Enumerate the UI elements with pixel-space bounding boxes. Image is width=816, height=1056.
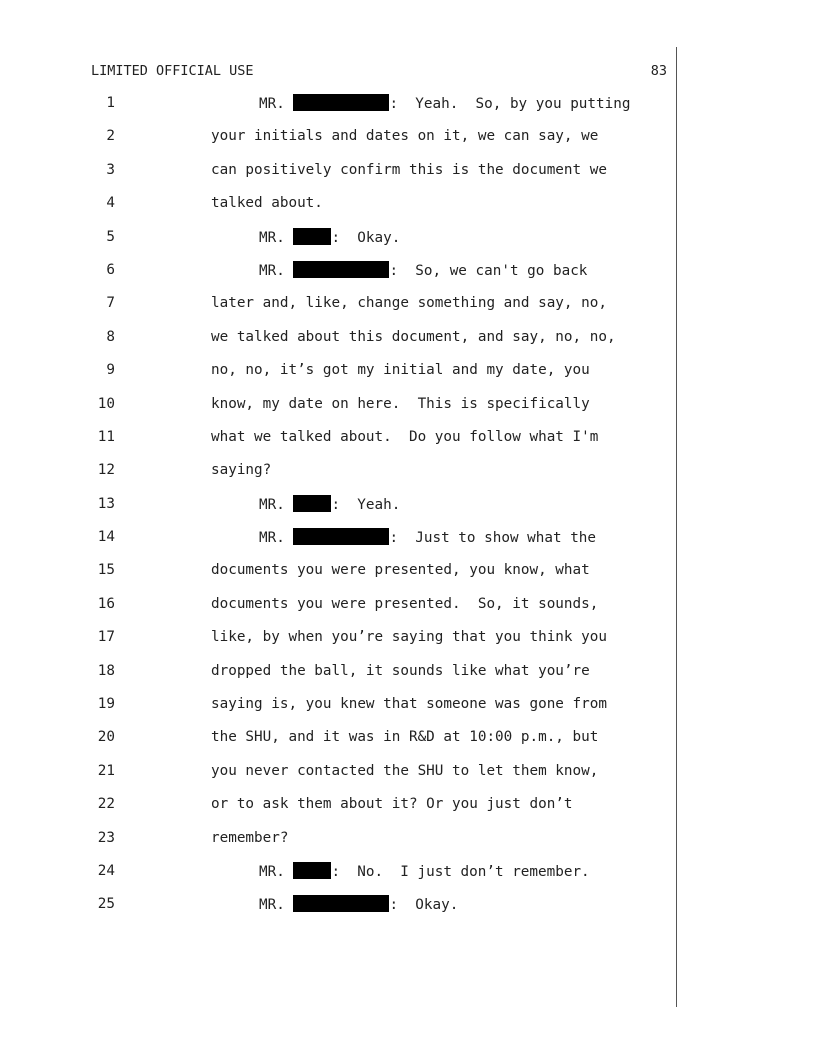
line-text: your initials and dates on it, we can say, we (211, 128, 599, 145)
speaker-prefix: MR. (259, 496, 294, 513)
line-number: 22 (97, 796, 115, 813)
line-text: talked about. (211, 195, 323, 212)
line-text: documents you were presented, you know, what (211, 562, 590, 579)
line-number: 3 (106, 161, 115, 178)
line-number: 18 (97, 662, 115, 679)
redaction-box (293, 94, 389, 111)
line-number: 8 (106, 328, 115, 345)
right-margin-rule (676, 47, 677, 1007)
line-number: 24 (97, 862, 115, 879)
speech-text: : Okay. (389, 897, 459, 914)
transcript-line (0, 495, 676, 528)
redaction-box (293, 228, 331, 245)
transcript-line (0, 595, 676, 628)
transcript-line (0, 395, 676, 428)
line-text: we talked about this document, and say, no, no, (211, 328, 616, 345)
line-text: saying? (211, 462, 272, 479)
speaker-line (259, 895, 458, 914)
transcript-line (0, 194, 676, 227)
transcript-line (0, 461, 676, 494)
line-number: 7 (106, 295, 115, 312)
speaker-prefix: MR. (259, 229, 294, 246)
classification-marking: LIMITED OFFICIAL USE (91, 63, 254, 79)
page-header (91, 62, 667, 80)
transcript-line (0, 361, 676, 394)
line-text: no, no, it’s got my initial and my date, you (211, 362, 590, 379)
line-text: what we talked about. Do you follow what I'm (211, 428, 599, 445)
line-number: 4 (106, 195, 115, 212)
transcript-body (0, 94, 676, 929)
redaction-box (293, 528, 389, 545)
line-number: 12 (97, 462, 115, 479)
transcript-line (0, 728, 676, 761)
speech-text: : Yeah. (331, 496, 401, 513)
redaction-box (293, 895, 389, 912)
line-number: 23 (97, 829, 115, 846)
speech-text: : So, we can't go back (389, 262, 588, 279)
line-text: dropped the ball, it sounds like what you’re (211, 662, 590, 679)
line-text: or to ask them about it? Or you just don’t (211, 796, 573, 813)
line-number: 16 (97, 595, 115, 612)
redaction-box (293, 261, 389, 278)
speaker-line (259, 862, 590, 881)
speaker-prefix: MR. (259, 96, 294, 112)
line-number: 19 (97, 696, 115, 713)
line-number: 15 (97, 562, 115, 579)
line-number: 5 (106, 228, 115, 245)
line-number: 6 (106, 261, 115, 278)
line-number: 2 (106, 128, 115, 145)
line-text: remember? (211, 829, 289, 846)
line-number: 9 (106, 362, 115, 379)
line-text: the SHU, and it was in R&D at 10:00 p.m., but (211, 729, 599, 746)
redaction-box (293, 495, 331, 512)
transcript-line (0, 795, 676, 828)
transcript-line (0, 862, 676, 895)
line-text: know, my date on here. This is specifically (211, 395, 590, 412)
transcript-line (0, 328, 676, 361)
speech-text: : No. I just don’t remember. (331, 863, 590, 880)
line-number: 13 (97, 495, 115, 512)
transcript-line (0, 294, 676, 327)
transcript-line (0, 695, 676, 728)
transcript-line (0, 94, 676, 127)
transcript-line (0, 628, 676, 661)
line-number: 14 (97, 529, 115, 546)
line-text: later and, like, change something and say, no, (211, 295, 607, 312)
speaker-line (259, 528, 596, 547)
transcript-line (0, 161, 676, 194)
line-number: 21 (97, 762, 115, 779)
transcript-line (0, 228, 676, 261)
line-number: 1 (106, 95, 115, 111)
transcript-line (0, 127, 676, 160)
transcript-line (0, 261, 676, 294)
speech-text: : Just to show what the (389, 530, 597, 547)
speech-text: : Yeah. So, by you putting (389, 96, 631, 112)
speaker-prefix: MR. (259, 863, 294, 880)
line-text: documents you were presented. So, it sounds, (211, 595, 599, 612)
speaker-prefix: MR. (259, 897, 294, 914)
transcript-line (0, 561, 676, 594)
speech-text: : Okay. (331, 229, 401, 246)
page-number: 83 (650, 63, 667, 79)
speaker-line (259, 228, 400, 247)
line-text: you never contacted the SHU to let them know, (211, 762, 599, 779)
line-text: can positively confirm this is the document we (211, 161, 607, 178)
transcript-line (0, 762, 676, 795)
line-number: 10 (97, 395, 115, 412)
speaker-line (259, 94, 630, 113)
line-number: 17 (97, 629, 115, 646)
speaker-line (259, 261, 587, 280)
line-text: like, by when you’re saying that you think you (211, 629, 607, 646)
line-text: saying is, you knew that someone was gone from (211, 696, 607, 713)
line-number: 11 (97, 428, 115, 445)
transcript-line (0, 428, 676, 461)
line-number: 25 (97, 896, 115, 913)
speaker-prefix: MR. (259, 262, 294, 279)
speaker-prefix: MR. (259, 530, 294, 547)
transcript-line (0, 895, 676, 928)
redaction-box (293, 862, 331, 879)
transcript-line (0, 528, 676, 561)
line-number: 20 (97, 729, 115, 746)
speaker-line (259, 495, 400, 514)
transcript-line (0, 829, 676, 862)
transcript-line (0, 662, 676, 695)
